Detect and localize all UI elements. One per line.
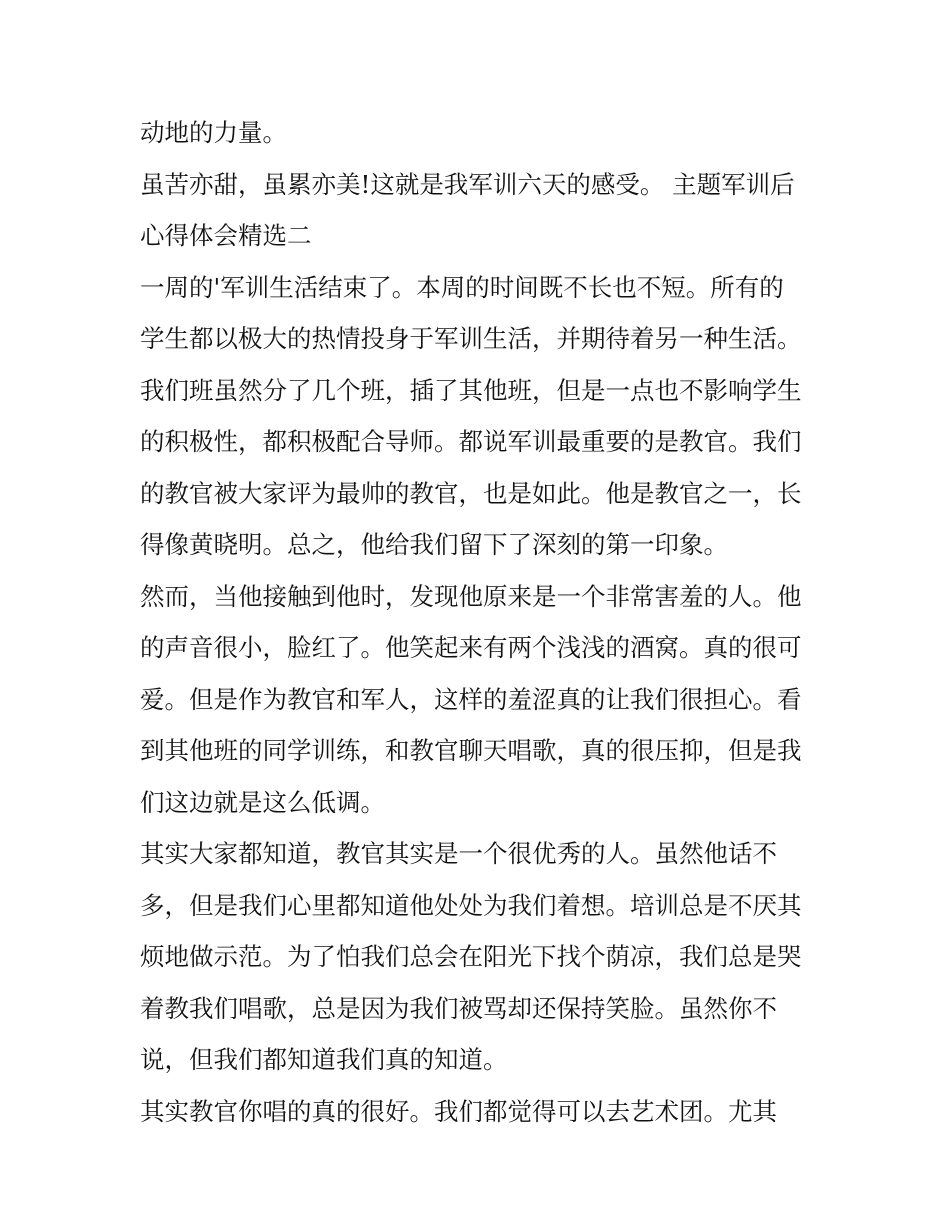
text-line: 的积极性，都积极配合导师。都说军训最重要的是教官。我们 [140,427,802,456]
text-line: 的声音很小，脸红了。他笑起来有两个浅浅的酒窝。真的很可 [140,633,802,662]
text-line: 动地的力量。 [140,118,287,147]
text-line: 其实教官你唱的真的很好。我们都觉得可以去艺术团。尤其 [140,1096,777,1126]
text-line: 到其他班的同学训练，和教官聊天唱歌，真的很压抑，但是我 [140,736,802,765]
text-line: 得像黄晓明。总之，他给我们留下了深刻的第一印象。 [140,530,728,559]
text-line: 我们班虽然分了几个班，插了其他班，但是一点也不影响学生 [140,375,802,405]
text-line: 一周的'军训生活结束了。本周的时间既不长也不短。所有的 [140,272,784,302]
text-line: 学生都以极大的热情投身于军训生活，并期待着另一种生活。 [140,324,802,353]
text-line: 多，但是我们心里都知道他处处为我们着想。培训总是不厌其 [140,890,802,920]
text-line: 然而，当他接触到他时，发现他原来是一个非常害羞的人。他 [140,581,802,611]
text-line: 虽苦亦甜，虽累亦美!这就是我军训六天的感受。 主题军训后 [140,169,795,199]
text-line: 着教我们唱歌，总是因为我们被骂却还保持笑脸。虽然你不 [140,993,777,1023]
section-heading-line: 心得体会精选二 [140,221,312,250]
text-line: 烦地做示范。为了怕我们总会在阳光下找个荫凉，我们总是哭 [140,942,802,971]
text-line: 的教官被大家评为最帅的教官，也是如此。他是教官之一，长 [140,478,802,508]
text-line: 爱。但是作为教官和军人，这样的羞涩真的让我们很担心。看 [140,684,802,714]
text-line: 说，但我们都知道我们真的知道。 [140,1045,508,1074]
text-line: 其实大家都知道，教官其实是一个很优秀的人。虽然他话不 [140,839,777,868]
document-body [140,107,820,1137]
text-line: 们这边就是这么低调。 [140,787,385,817]
